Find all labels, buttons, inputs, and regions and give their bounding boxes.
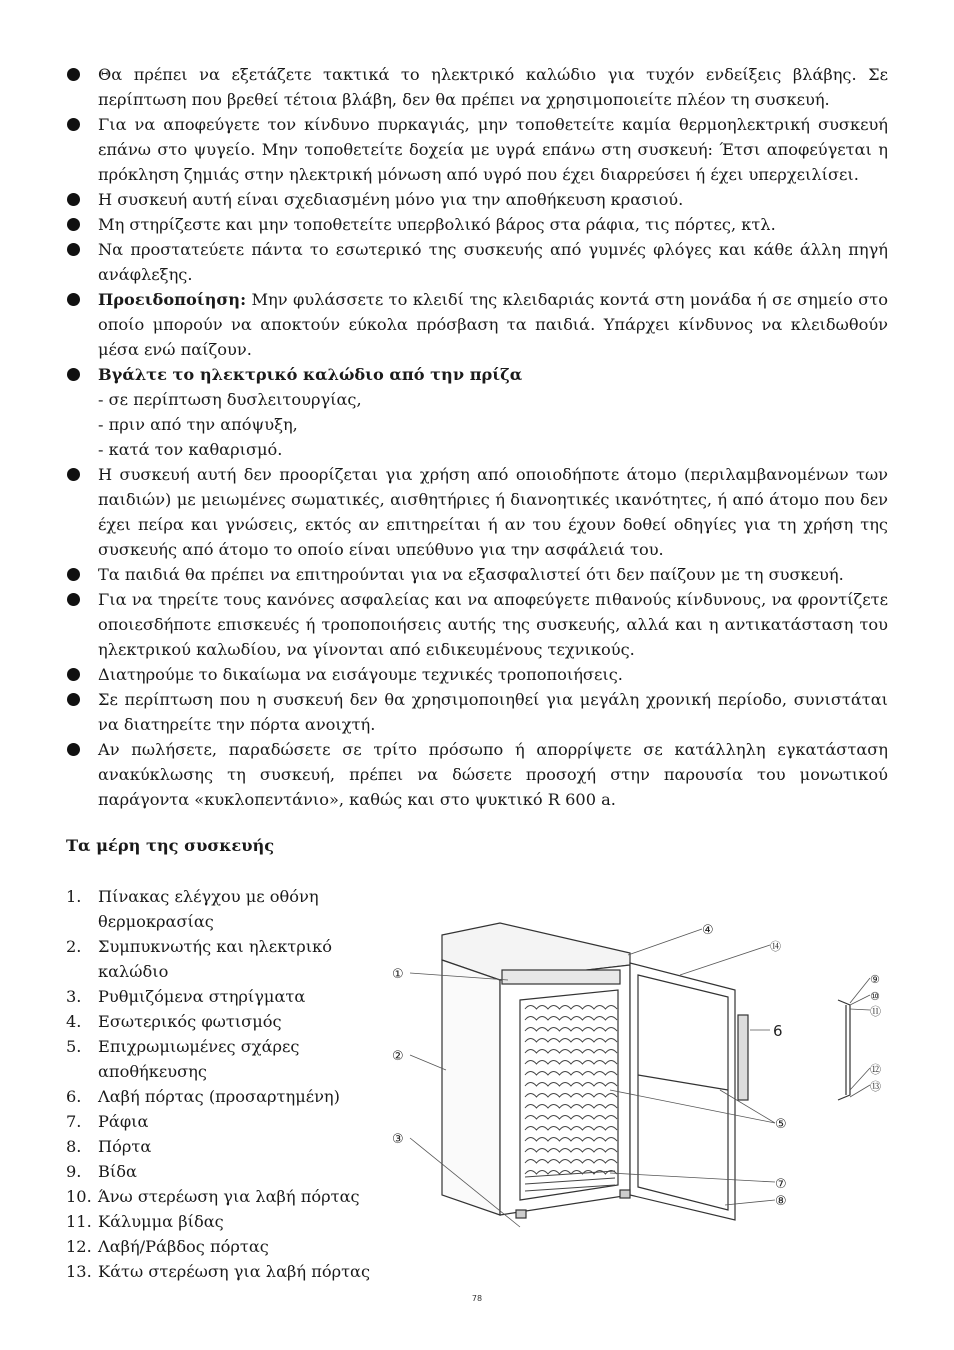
safety-subitem: - κατά τον καθαρισμό. [98,440,283,459]
safety-item [66,237,888,287]
bullet-icon [67,193,80,206]
bullet-icon [67,693,80,706]
parts-heading: Τα μέρη της συσκευής [66,836,275,855]
bullet-icon [67,118,80,131]
parts-item [66,1009,386,1034]
safety-item-text: Να προστατεύετε πάντα το εσωτερικό της συσκευής από γυμνές φλόγες και κάθε άλλη πηγή ανάφλεξης. [98,240,888,284]
parts-item-label: Κάλυμμα βίδας [98,1212,224,1231]
safety-item-text: Τα παιδιά θα πρέπει να επιτηρούνται για να εξασφαλιστεί ότι δεν παίζουν με τη συσκευή. [98,565,844,584]
door-handle [738,1015,748,1100]
parts-item-label: Κάτω στερέωση για λαβή πόρτας [98,1262,371,1281]
parts-item-label: Εσωτερικός φωτισμός [98,1012,282,1031]
safety-item [66,362,888,387]
parts-item [66,984,386,1009]
callout-1: ① [392,967,404,982]
callout-10: ⑩ [870,990,880,1003]
page-number: 78 [471,1294,483,1303]
parts-item-number: 5. [66,1037,82,1056]
callout-5: ⑤ [775,1117,787,1132]
safety-item-text: Η συσκευή αυτή δεν προορίζεται για χρήση από οποιοδήποτε άτομο (περιλαμβανομένων των παιδιών) με μειωμένες σωματικές, αισθητήριες ή διανοητικές ικανότητες, ή από άτομο που δεν έχει πείρα και γνώσεις, εκτός αν επιτηρείται ή αν του έχουν δοθεί οδηγίες για τη χρήση της συσκευής από άτομο το οποίο είναι υπεύθυνο για την ασφάλειά του. [98,465,888,559]
parts-item [66,1234,386,1259]
callout-8: ⑧ [775,1194,787,1209]
bullet-icon [67,668,80,681]
safety-item [66,737,888,812]
control-panel [502,970,620,984]
safety-item [66,562,888,587]
parts-item [66,1209,386,1234]
parts-item [66,934,386,984]
callout-11: ⑪ [870,1005,881,1018]
safety-subitem-text: κατά τον καθαρισμό. [108,440,283,459]
parts-item-number: 9. [66,1162,82,1181]
cabinet-side [442,960,500,1215]
parts-item-label: Λαβή/Ράβδος πόρτας [98,1237,269,1256]
callout-6: 6 [773,1022,783,1040]
parts-item [66,1159,386,1184]
callout-14: ⑭ [770,940,781,953]
parts-item-number: 4. [66,1012,82,1031]
parts-item-number: 1. [66,887,82,906]
safety-item [66,212,888,237]
safety-subitem: - πριν από την απόψυξη, [98,415,298,434]
safety-item-text: Για να τηρείτε τους κανόνες ασφαλείας και να αποφεύγετε πιθανούς κίνδυνους, να φροντίζετε οποιεσδήποτε επισκευές ή τροποποιήσεις αυτής της συσκευής, αλλά και η αντικατάσταση του ηλεκτρικού καλωδίου, να γίνονται από ειδικευμένους τεχνικούς. [98,590,888,659]
callout-4: ④ [702,923,714,938]
callout-12: ⑫ [870,1063,881,1076]
handle-bar [838,1000,850,1100]
parts-item-label: Πίνακας ελέγχου με οθόνη θερμοκρασίας [98,887,319,931]
bullet-icon [67,218,80,231]
parts-item [66,1184,386,1209]
parts-item [66,1034,386,1084]
parts-item-number: 13. [66,1262,92,1281]
safety-item-bold: Προειδοποίηση: [98,290,247,309]
bullet-icon [67,243,80,256]
wine-cooler-diagram [380,905,900,1250]
bullet-icon [67,468,80,481]
parts-item [66,1109,386,1134]
callout-7: ⑦ [775,1177,787,1192]
safety-item [66,462,888,562]
bullet-icon [67,368,80,381]
parts-item-label: Άνω στερέωση για λαβή πόρτας [98,1187,360,1206]
safety-item-text: Αν πωλήσετε, παραδώσετε σε τρίτο πρόσωπο ή απορρίψετε σε κατάλληλη εγκατάσταση ανακύκλωσης τη συσκευή, πρέπει να δώσετε προσοχή στην παρουσία του μονωτικού παράγοντα «κυκλοπεντάνιο», καθώς και στο ψυκτικό R 600 a. [98,740,888,809]
safety-item-bold: Βγάλτε το ηλεκτρικό καλώδιο από την πρίζα [98,365,523,384]
safety-item-text: Μην φυλάσσετε το κλειδί της κλειδαριάς κοντά στη μονάδα ή σε σημείο στο οποίο μπορούν να αποκτούν εύκολα πρόσβαση τα παιδιά. Υπάρχει κίνδυνος να κλειδωθούν μέσα ενώ παίζουν. [98,290,888,359]
safety-item-text: Η συσκευή αυτή είναι σχεδιασμένη μόνο για την αποθήκευση κρασιού. [98,190,684,209]
safety-item [66,187,888,212]
safety-item-text: Σε περίπτωση που η συσκευή δεν θα χρησιμοποιηθεί για μεγάλη χρονική περίοδο, συνιστάται να διατηρείτε την πόρτα ανοιχτή. [98,690,888,734]
safety-item [66,287,888,362]
callout-2: ② [392,1049,404,1064]
parts-item-number: 10. [66,1187,92,1206]
parts-item [66,1134,386,1159]
parts-item-label: Συμπυκνωτής και ηλεκτρικό καλώδιο [98,937,332,981]
parts-item-label: Ρυθμιζόμενα στηρίγματα [98,987,306,1006]
parts-item [66,884,386,934]
safety-list [66,62,888,812]
safety-subitem-text: σε περίπτωση δυσλειτουργίας, [108,390,362,409]
safety-item [66,687,888,737]
parts-item [66,1259,386,1284]
bullet-icon [67,743,80,756]
door [630,963,735,1220]
parts-item-label: Επιχρωμιωμένες σχάρες αποθήκευσης [98,1037,300,1081]
parts-item-number: 12. [66,1237,92,1256]
callout-3: ③ [392,1132,404,1147]
parts-item-number: 6. [66,1087,82,1106]
safety-subitem-text: πριν από την απόψυξη, [108,415,298,434]
safety-item-text: Για να αποφεύγετε τον κίνδυνο πυρκαγιάς, μην τοποθετείτε καμία θερμοηλεκτρική συσκευή επάνω στο ψυγείο. Μην τοποθετείτε δοχεία με υγρά επάνω στη συσκευή: Έτσι αποφεύγεται η πρόκληση ζημιάς στην ηλεκτρική μόνωση από υγρό που έχει διαρρεύσει ή έχει υπερχειλίσει. [98,115,888,184]
safety-subitem: - σε περίπτωση δυσλειτουργίας, [98,390,362,409]
callout-13: ⑬ [870,1080,881,1093]
parts-item-label: Ράφια [98,1112,149,1131]
safety-item-text: Μη στηρίζεστε και μην τοποθετείτε υπερβολικό βάρος στα ράφια, τις πόρτες, κτλ. [98,215,776,234]
parts-item-number: 2. [66,937,82,956]
parts-list [66,884,386,1284]
bullet-icon [67,68,80,81]
parts-item-label: Βίδα [98,1162,137,1181]
safety-item [66,587,888,662]
parts-item-label: Πόρτα [98,1137,152,1156]
safety-item-text: Θα πρέπει να εξετάζετε τακτικά το ηλεκτρικό καλώδιο για τυχόν ενδείξεις βλάβης. Σε περίπτωση που βρεθεί τέτοια βλάβη, δεν θα πρέπει να χρησιμοποιείτε πλέον τη συσκευή. [98,65,888,109]
parts-item-number: 8. [66,1137,82,1156]
bullet-icon [67,593,80,606]
safety-item [66,62,888,112]
parts-item [66,1084,386,1109]
safety-item [66,112,888,187]
parts-item-label: Λαβή πόρτας (προσαρτημένη) [98,1087,340,1106]
bullet-icon [67,568,80,581]
callout-9: ⑨ [870,973,880,986]
safety-item-text: Διατηρούμε το δικαίωμα να εισάγουμε τεχνικές τροποποιήσεις. [98,665,623,684]
parts-item-number: 11. [66,1212,92,1231]
bullet-icon [67,293,80,306]
safety-item [66,662,888,687]
parts-item-number: 7. [66,1112,82,1131]
parts-item-number: 3. [66,987,82,1006]
